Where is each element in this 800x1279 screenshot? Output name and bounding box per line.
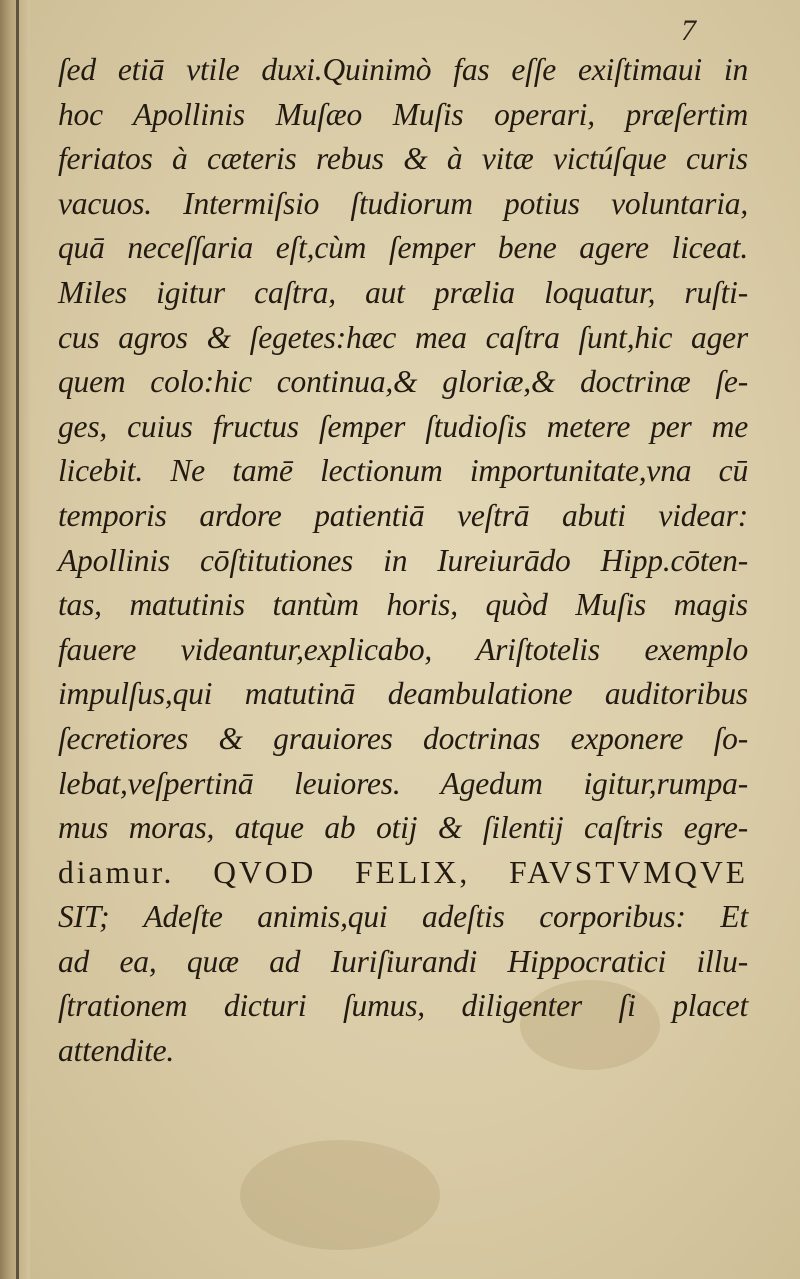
text-line: ad ea, quæ ad Iuriſiurandi Hippocratici illu- [58, 943, 748, 979]
text-line: attendite. [58, 1033, 175, 1069]
text-line: vacuos. Intermiſsio ſtudiorum potius voluntaria, [58, 185, 748, 221]
text-line: fauere videantur,explicabo, Ariſtotelis exemplo [58, 631, 748, 667]
text-line: hoc Apollinis Muſæo Muſis operari, præſertim [58, 96, 748, 132]
text-line: quā neceſſaria eſt,cùm ſemper bene agere liceat. [58, 230, 748, 266]
paper-stain [240, 1140, 440, 1250]
page-number: 7 [681, 14, 696, 47]
text-line: ſtrationem dicturi ſumus, diligenter ſi placet [58, 988, 748, 1024]
text-line: lebat,veſpertinā leuiores. Agedum igitur,rumpa- [58, 765, 748, 801]
text-line: Apollinis cōſtitutiones in Iureiurādo Hipp.cōten- [58, 542, 748, 578]
gutter-shadow-line [16, 0, 19, 1279]
text-line: feriatos à cæteris rebus & à vitæ victúſque curis [58, 141, 748, 177]
text-line: mus moras, atque ab otij & ſilentij caſtris egre- [58, 810, 748, 846]
binding-gutter [0, 0, 30, 1279]
text-line: diamur. QVOD FELIX, FAVSTVMQVE [58, 854, 748, 890]
text-line: cus agros & ſegetes:hæc mea caſtra ſunt,hic ager [58, 319, 748, 355]
text-line: temporis ardore patientiā veſtrā abuti videar: [58, 497, 748, 533]
text-line: Miles igitur caſtra, aut prælia loquatur, ruſti- [58, 274, 748, 310]
text-line: ſecretiores & grauiores doctrinas exponere ſo- [58, 720, 748, 756]
text-line: ges, cuius fructus ſemper ſtudioſis metere per me [58, 408, 748, 444]
text-line: impulſus,qui matutinā deambulatione auditoribus [58, 676, 748, 712]
text-line: SIT; Adeſte animis,qui adeſtis corporibus: Et [58, 899, 748, 935]
text-line: quem colo:hic continua,& gloriæ,& doctrinæ ſe- [58, 364, 748, 400]
text-line: tas, matutinis tantùm horis, quòd Muſis magis [58, 587, 748, 623]
text-line: ſed etiā vtile duxi.Quinimò fas eſſe exiſtimaui in [58, 52, 748, 87]
body-text [58, 48, 748, 1074]
text-line: licebit. Ne tamē lectionum importunitate,vna cū [58, 453, 748, 489]
